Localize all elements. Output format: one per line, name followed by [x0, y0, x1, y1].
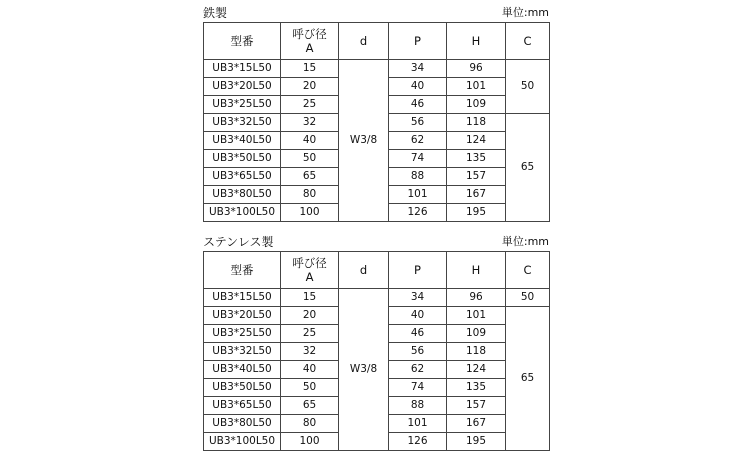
cell-p: 74: [389, 150, 447, 168]
header-nominal-line2: A: [305, 270, 314, 284]
cell-c-group-1: 50: [506, 60, 550, 114]
cell-p: 74: [389, 379, 447, 397]
header-nominal: [281, 252, 339, 289]
cell-a: 80: [281, 415, 339, 433]
cell-h: 135: [447, 379, 506, 397]
cell-a: 100: [281, 204, 339, 222]
cell-h: 157: [447, 168, 506, 186]
cell-h: 124: [447, 132, 506, 150]
cell-h: 195: [447, 204, 506, 222]
cell-model: UB3*40L50: [204, 132, 281, 150]
cell-model: UB3*25L50: [204, 96, 281, 114]
cell-p: 34: [389, 60, 447, 78]
cell-a: 15: [281, 289, 339, 307]
cell-model: UB3*32L50: [204, 114, 281, 132]
cell-a: 20: [281, 78, 339, 96]
table-row: [204, 60, 550, 78]
iron-table-title: 鉄製: [203, 6, 228, 20]
cell-a: 100: [281, 433, 339, 451]
header-nominal-line1: 呼び径: [292, 27, 327, 41]
cell-p: 56: [389, 343, 447, 361]
stainless-table-title: ステンレス製: [203, 235, 274, 249]
cell-a: 32: [281, 114, 339, 132]
cell-model: UB3*32L50: [204, 343, 281, 361]
cell-a: 25: [281, 96, 339, 114]
cell-a: 25: [281, 325, 339, 343]
header-c: C: [506, 252, 550, 289]
cell-p: 88: [389, 168, 447, 186]
cell-a: 40: [281, 361, 339, 379]
cell-h: 135: [447, 150, 506, 168]
cell-model: UB3*65L50: [204, 397, 281, 415]
iron-caption: [203, 4, 549, 22]
stainless-spec-section: [203, 233, 549, 451]
header-d: d: [339, 252, 389, 289]
cell-d-merged: W3/8: [339, 60, 389, 222]
cell-h: 167: [447, 186, 506, 204]
stainless-caption: [203, 233, 549, 251]
header-h: H: [447, 252, 506, 289]
cell-a: 50: [281, 379, 339, 397]
header-p: P: [389, 23, 447, 60]
cell-model: UB3*100L50: [204, 204, 281, 222]
cell-h: 118: [447, 114, 506, 132]
cell-model: UB3*65L50: [204, 168, 281, 186]
iron-spec-section: [203, 4, 549, 222]
iron-unit-label: 単位:mm: [501, 6, 549, 19]
cell-h: 157: [447, 397, 506, 415]
cell-a: 40: [281, 132, 339, 150]
cell-a: 20: [281, 307, 339, 325]
cell-model: UB3*25L50: [204, 325, 281, 343]
header-model: 型番: [204, 23, 281, 60]
cell-h: 109: [447, 96, 506, 114]
cell-p: 101: [389, 415, 447, 433]
cell-p: 34: [389, 289, 447, 307]
cell-p: 40: [389, 78, 447, 96]
cell-h: 167: [447, 415, 506, 433]
cell-d-merged: W3/8: [339, 289, 389, 451]
stainless-unit-label: 単位:mm: [501, 235, 549, 248]
cell-h: 101: [447, 78, 506, 96]
cell-a: 15: [281, 60, 339, 78]
cell-h: 109: [447, 325, 506, 343]
cell-p: 126: [389, 433, 447, 451]
cell-h: 195: [447, 433, 506, 451]
cell-model: UB3*15L50: [204, 60, 281, 78]
cell-model: UB3*15L50: [204, 289, 281, 307]
cell-h: 96: [447, 60, 506, 78]
table-header-row: [204, 23, 550, 60]
cell-a: 32: [281, 343, 339, 361]
cell-p: 101: [389, 186, 447, 204]
header-model: 型番: [204, 252, 281, 289]
stainless-spec-table: [203, 251, 550, 451]
cell-h: 118: [447, 343, 506, 361]
iron-spec-table: [203, 22, 550, 222]
cell-c-group-1: 50: [506, 289, 550, 307]
cell-model: UB3*50L50: [204, 379, 281, 397]
cell-a: 50: [281, 150, 339, 168]
header-h: H: [447, 23, 506, 60]
cell-h: 101: [447, 307, 506, 325]
cell-c-group-2: 65: [506, 307, 550, 451]
cell-p: 126: [389, 204, 447, 222]
cell-h: 124: [447, 361, 506, 379]
header-nominal-line1: 呼び径: [292, 256, 327, 270]
cell-model: UB3*100L50: [204, 433, 281, 451]
cell-h: 96: [447, 289, 506, 307]
cell-p: 62: [389, 361, 447, 379]
cell-a: 65: [281, 168, 339, 186]
cell-a: 80: [281, 186, 339, 204]
cell-model: UB3*20L50: [204, 78, 281, 96]
cell-p: 62: [389, 132, 447, 150]
header-nominal-line2: A: [305, 41, 314, 55]
header-p: P: [389, 252, 447, 289]
cell-p: 46: [389, 96, 447, 114]
cell-model: UB3*50L50: [204, 150, 281, 168]
table-header-row: [204, 252, 550, 289]
cell-model: UB3*20L50: [204, 307, 281, 325]
cell-c-group-2: 65: [506, 114, 550, 222]
cell-p: 40: [389, 307, 447, 325]
cell-model: UB3*80L50: [204, 415, 281, 433]
cell-model: UB3*80L50: [204, 186, 281, 204]
header-c: C: [506, 23, 550, 60]
cell-p: 88: [389, 397, 447, 415]
header-nominal: [281, 23, 339, 60]
cell-model: UB3*40L50: [204, 361, 281, 379]
cell-p: 46: [389, 325, 447, 343]
header-d: d: [339, 23, 389, 60]
cell-a: 65: [281, 397, 339, 415]
cell-p: 56: [389, 114, 447, 132]
table-row: [204, 289, 550, 307]
